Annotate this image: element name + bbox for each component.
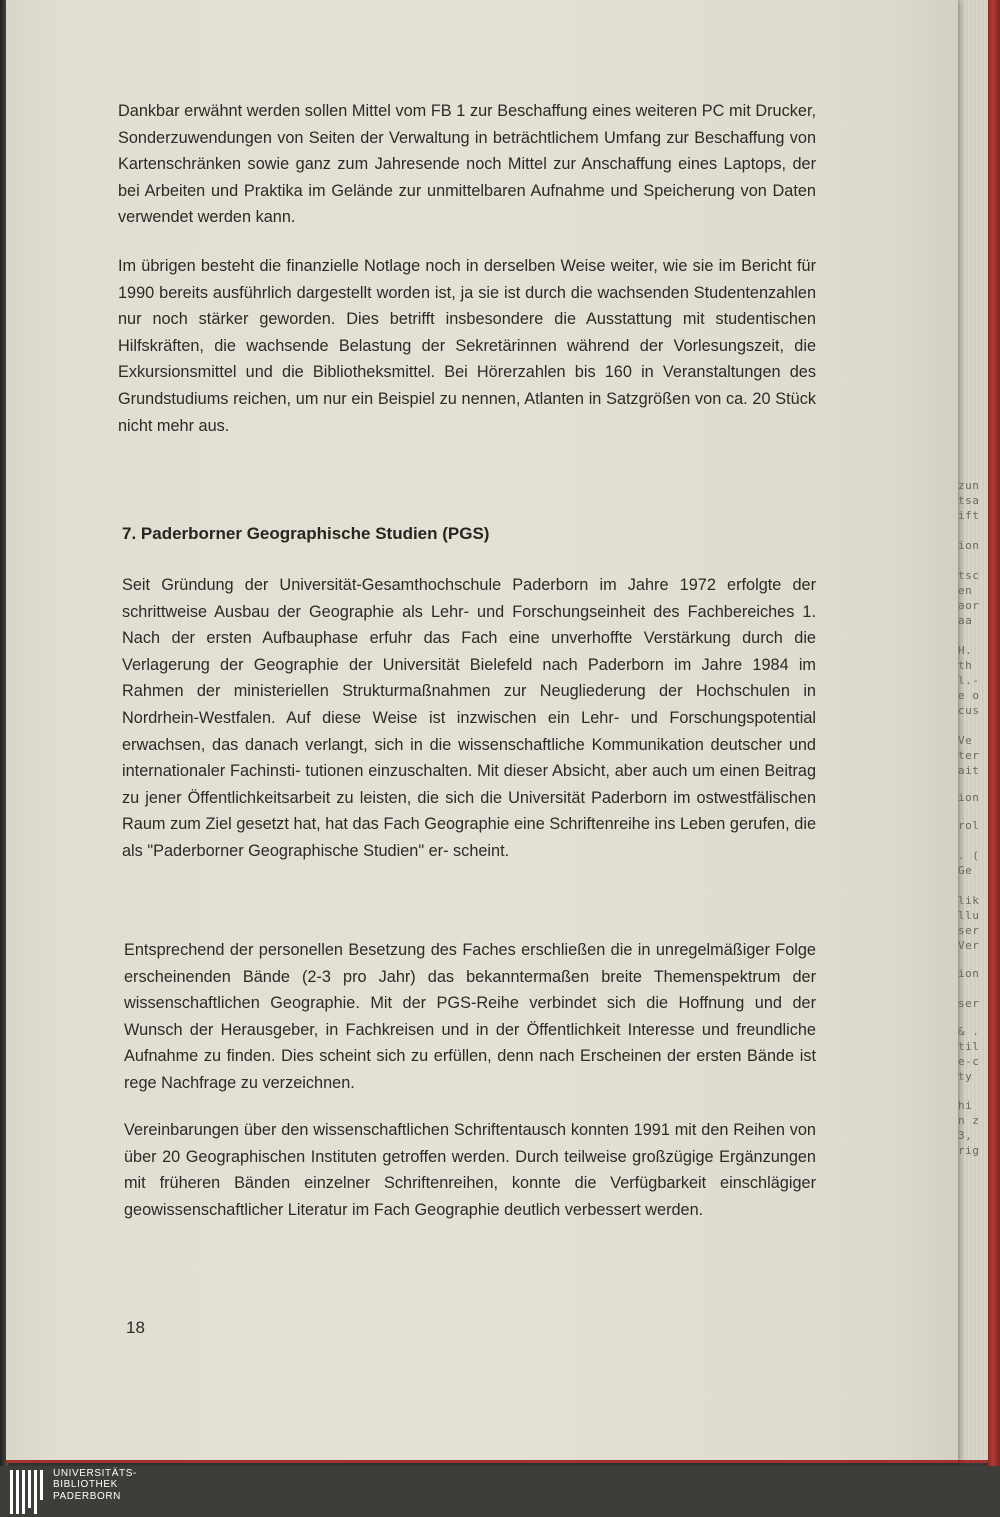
bleed-fragment: aa	[958, 614, 973, 627]
bleed-fragment: ion	[958, 539, 980, 552]
page-number: 18	[126, 1318, 145, 1337]
paragraph-4: Entsprechend der personellen Besetzung des Faches erschließen die in unregelmäßiger Folge erscheinenden Bände (2-3 pro Jahr) das bekanntermaßen breite Themenspektrum der wissenschaftlichen Geographie. Mit der PGS-Reihe verbindet sich die Hoffnung und der Wunsch der Herausgeber, in Fachkreisen und in der Öffentlichkeit Interesse und freundliche Aufnahme zu finden. Dies scheint sich zu erfüllen, denn nach Erscheinen der ersten Bände ist rege Nachfrage zu verzeichnen.	[124, 941, 816, 1092]
bleed-fragment: H.	[958, 644, 973, 657]
bleed-fragment: lik	[958, 894, 980, 907]
bleed-fragment: ion	[958, 967, 980, 980]
library-name-line-1: UNIVERSITÄTS-	[53, 1468, 137, 1479]
bleed-fragment: e o	[958, 689, 980, 702]
bleed-fragment: til	[958, 1040, 980, 1053]
bleed-fragment: n z	[958, 1114, 980, 1127]
bleed-fragment: llu	[958, 909, 980, 922]
bleed-fragment: th	[958, 659, 973, 672]
paragraph-1: Dankbar erwähnt werden sollen Mittel vom FB 1 zur Beschaffung eines weiteren PC mit Drucker, Sonderzuwendungen von Seiten der Verwaltung in beträchtlichem Umfang zur Beschaffung von Kartenschränken sowie ganz zum Jahresende noch Mittel zur Anschaffung eines Laptops, der bei Arbeiten und Praktika im Gelände zur unmittelbaren Aufnahme und Speicherung von Daten verwendet werden kann.	[118, 102, 816, 227]
bleed-fragment: e-c	[958, 1055, 980, 1068]
bleed-fragment: hi	[958, 1099, 973, 1112]
library-name-line-2: BIBLIOTHEK	[53, 1479, 118, 1491]
bleed-fragment: . (	[958, 849, 980, 862]
library-name-line-3: PADERBORN	[53, 1490, 122, 1502]
bleed-fragment: ter	[958, 749, 980, 762]
bleed-fragment: ait	[958, 764, 980, 777]
bleed-fragment: ty	[958, 1070, 973, 1083]
paragraph-5: Vereinbarungen über den wissenschaftlichen Schriftentausch konnten 1991 mit den Reihen von über 20 Geographischen Instituten getroffen werden. Durch teilweise großzügige Ergänzungen mit früheren Bänden einzelner Schriftenreihen, konnte die Verfügbarkeit einschlägiger geowissenschaftlicher Literatur im Fach Geographie deutlich verbessert werden.	[124, 1121, 816, 1219]
bleed-fragment: 3,	[958, 1129, 973, 1142]
library-footer	[0, 1466, 1000, 1517]
bleed-fragment: l.-	[958, 674, 980, 687]
bleed-fragment: ion	[958, 791, 980, 804]
bleed-fragment: Ver	[958, 939, 980, 952]
bleed-fragment: cus	[958, 704, 980, 717]
bleed-fragment: & .	[958, 1025, 980, 1038]
bleed-fragment: aor	[958, 599, 980, 612]
bleed-fragment: tsc	[958, 569, 980, 582]
bleed-fragment: rol	[958, 819, 980, 832]
document-page	[6, 0, 958, 1463]
section-heading: 7. Paderborner Geographische Studien (PGS)	[122, 524, 490, 543]
bleed-fragment: ift	[958, 509, 980, 522]
bleed-fragment: zun	[958, 479, 980, 492]
bleed-fragment: en	[958, 584, 973, 597]
bleed-fragment: tsa	[958, 494, 980, 507]
library-name	[53, 1468, 137, 1502]
paragraph-3: Seit Gründung der Universität-Gesamthochschule Paderborn im Jahre 1972 erfolgte der schrittweise Ausbau der Geographie als Lehr- und Forschungseinheit des Fachbereiches 1. Nach der ersten Aufbauphase erfuhr das Fach eine unverhoffte Verstärkung durch die Verlagerung der Geographie der Universität Bielefeld nach Paderborn im Jahre 1984 im Rahmen der ministeriellen Strukturmaßnahmen zur Neugliederung der Hochschulen in Nordrhein-Westfalen. Auf diese Weise ist inzwischen ein Lehr- und Forschungspotential erwachsen, das danach verlangt, sich in die wissenschaftliche Kommunikation deutscher und internationaler Fachinsti- tutionen einzuschalten. Mit dieser Absicht, aber auch um einen Beitrag zu jener Öffentlichkeitsarbeit zu leisten, die sich die Universität Paderborn im ostwestfälischen Raum zum Ziel gesetzt hat, hat das Fach Geographie eine Schriftenreihe ins Leben gerufen, die als "Paderborner Geographische Studien" er- scheint.	[122, 576, 816, 860]
bleed-fragment: ser	[958, 924, 980, 937]
bleed-fragment: Ge	[958, 864, 973, 877]
bleed-fragment: Ve	[958, 734, 973, 747]
library-logo-icon	[8, 1466, 48, 1517]
paragraph-2: Im übrigen besteht die finanzielle Notlage noch in derselben Weise weiter, wie sie im Bericht für 1990 bereits ausführlich dargestellt worden ist, ja sie ist durch die wachsenden Studentenzahlen nur noch stärker geworden. Dies betrifft insbesondere die Ausstattung mit studentischen Hilfskräften, die wachsende Belastung der Sekretärinnen während der Vorlesungszeit, die Exkursionsmittel und die Bibliotheksmittel. Bei Hörerzahlen bis 160 in Veranstaltungen des Grundstudiums reichen, um nur ein Beispiel zu nennen, Atlanten in Satzgrößen von ca. 20 Stück nicht mehr aus.	[118, 257, 816, 435]
page-edges	[952, 0, 992, 1463]
bleed-fragment: rig	[958, 1144, 980, 1157]
binding-edge	[988, 0, 1000, 1466]
bleed-fragment: ser	[958, 997, 980, 1010]
